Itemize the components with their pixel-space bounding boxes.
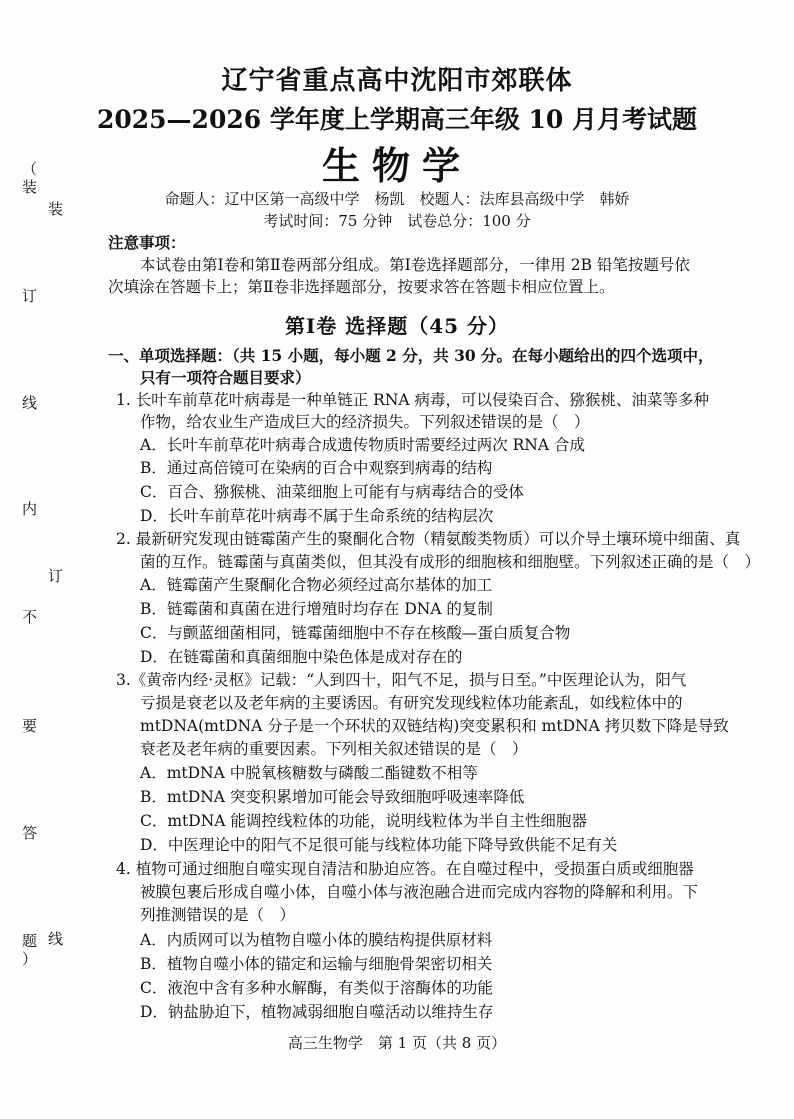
- margin-char: 线: [48, 930, 64, 948]
- question-stem: 列推测错误的是（ ）: [140, 906, 296, 924]
- question-stem: 3.《黄帝内经·灵枢》记载：“人到四十，阳气不足，损与日至。”中医理论认为，阳气: [116, 671, 687, 689]
- margin-char: 要: [22, 717, 38, 735]
- margin-char: 题: [22, 932, 38, 950]
- title-school: 辽宁省重点高中沈阳市郊联体: [221, 66, 573, 96]
- page-footer: 高三生物学 第 1 页（共 8 页）: [287, 1034, 507, 1052]
- subject-title: 生物学: [321, 143, 472, 188]
- question-stem: 被膜包裹后形成自噬小体，自噬小体与液泡融合进而完成内容物的降解和利用。下: [140, 883, 699, 901]
- section-title: 第Ⅰ卷 选择题（45 分）: [284, 314, 510, 338]
- title-exam: 2025—2026 学年度上学期高三年级 10 月月考试题: [96, 105, 698, 134]
- question-stem: 亏损是衰老以及老年病的主要诱因。有研究发现线粒体功能紊乱，如线粒体中的: [140, 694, 683, 712]
- question-stem: 4. 植物可通过细胞自噬实现自清洁和胁迫应答。在自噬过程中，受损蛋白质或细胞器: [116, 860, 694, 878]
- margin-char: 线: [22, 394, 38, 412]
- option-a: A．内质网可以为植物自噬小体的膜结构提供原材料: [140, 931, 493, 949]
- option-c: C．mtDNA 能调控线粒体的功能，说明线粒体为半自主性细胞器: [140, 812, 587, 830]
- notes-line: 本试卷由第Ⅰ卷和第Ⅱ卷两部分组成。第Ⅰ卷选择题部分，一律用 2B 铅笔按题号依: [140, 256, 690, 274]
- margin-char: 内: [22, 500, 38, 518]
- notes-title: 注意事项：: [108, 233, 186, 252]
- part-instructions: 一、单项选择题：（共 15 小题，每小题 2 分，共 30 分。在每小题给出的四个选项中，: [108, 346, 714, 365]
- option-b: B．mtDNA 突变积累增加可能会导致细胞呼吸速率降低: [140, 788, 525, 806]
- option-c: C．液泡中含有多种水解酶，有类似于溶酶体的功能: [140, 979, 493, 997]
- part-instructions: 只有一项符合题目要求）: [140, 368, 311, 387]
- option-d: D．长叶车前草花叶病毒不属于生命系统的结构层次: [140, 507, 494, 525]
- option-d: D．在链霉菌和真菌细胞中染色体是成对存在的: [140, 648, 463, 666]
- exam-info: 考试时间：75 分钟 试卷总分：100 分: [263, 212, 531, 230]
- option-b: B．植物自噬小体的锚定和运输与细胞骨架密切相关: [140, 955, 493, 973]
- option-a: A．长叶车前草花叶病毒合成遗传物质时需要经过两次 RNA 合成: [140, 436, 585, 454]
- option-a: A．链霉菌产生聚酮化合物必须经过高尔基体的加工: [140, 576, 493, 594]
- option-c: C．百合、猕猴桃、油菜细胞上可能有与病毒结合的受体: [140, 483, 524, 501]
- margin-char: ）: [22, 950, 38, 968]
- question-stem: 1. 长叶车前草花叶病毒是一种单链正 RNA 病毒，可以侵染百合、猕猴桃、油菜等多种: [116, 391, 709, 409]
- margin-char: 答: [22, 824, 38, 842]
- option-d: D．钠盐胁迫下，植物减弱细胞自噬活动以维持生存: [140, 1003, 494, 1021]
- question-stem: 作物，给农业生产造成巨大的经济损失。下列叙述错误的是（ ）: [140, 413, 590, 431]
- question-stem: 菌的互作。链霉菌与真菌类似，但其没有成形的细胞核和细胞壁。下列叙述正确的是（ ）: [140, 553, 761, 571]
- margin-char: （: [22, 160, 38, 178]
- margin-char: 装: [22, 178, 38, 196]
- option-d: D．中医理论中的阳气不足很可能与线粒体功能下降导致供能不足有关: [140, 836, 618, 854]
- option-b: B．链霉菌和真菌在进行增殖时均存在 DNA 的复制: [140, 600, 493, 618]
- margin-char: 不: [22, 608, 38, 626]
- option-a: A．mtDNA 中脱氧核糖数与磷酸二酯键数不相等: [140, 764, 478, 782]
- notes-line: 次填涂在答题卡上；第Ⅱ卷非选择题部分，按要求答在答题卡相应位置上。: [108, 278, 615, 296]
- margin-char: 订: [22, 287, 38, 305]
- option-c: C．与颤蓝细菌相同，链霉菌细胞中不存在核酸—蛋白质复合物: [140, 624, 571, 642]
- authors: 命题人：辽中区第一高级中学 杨凯 校题人：法库县高级中学 韩娇: [164, 190, 630, 208]
- question-stem: 2. 最新研究发现由链霉菌产生的聚酮化合物（精氨酸类物质）可以介导土壤环境中细菌、真: [116, 530, 741, 548]
- option-b: B．通过高倍镜可在染病的百合中观察到病毒的结构: [140, 459, 493, 477]
- margin-char: 订: [48, 567, 64, 585]
- margin-char: 装: [48, 200, 64, 218]
- question-stem: 衰老及老年病的重要因素。下列相关叙述错误的是（ ）: [140, 740, 528, 758]
- question-stem: mtDNA(mtDNA 分子是一个环状的双链结构)突变累积和 mtDNA 拷贝数下降是导致: [140, 717, 729, 735]
